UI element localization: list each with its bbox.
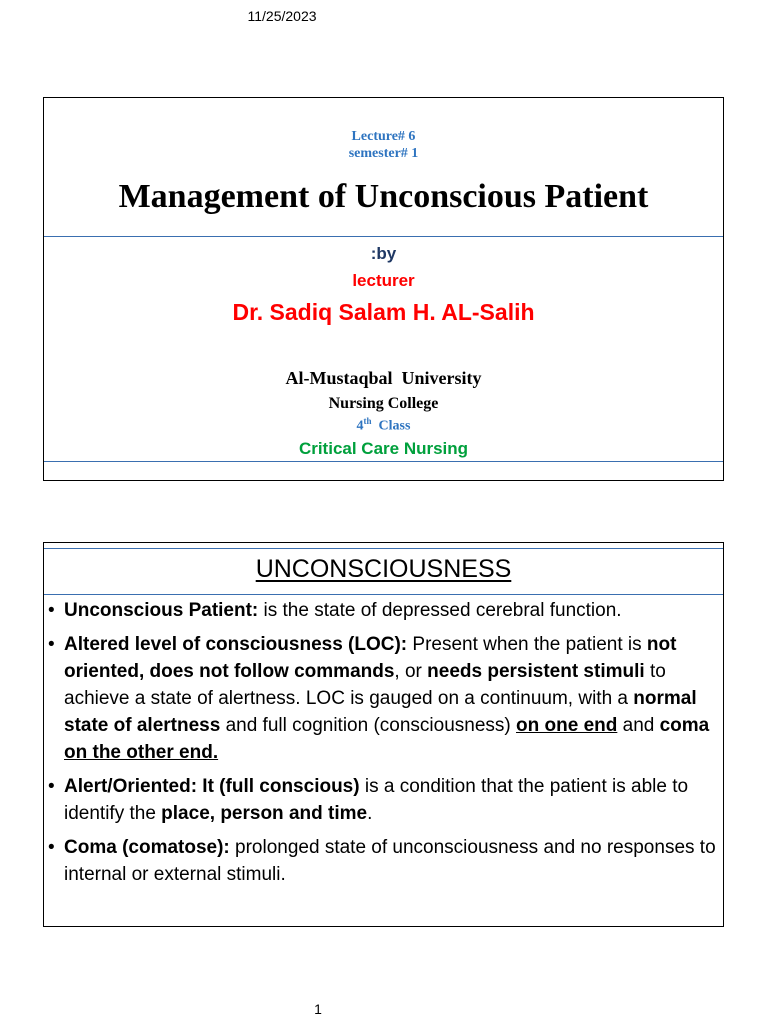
text: , or (394, 661, 428, 682)
text: . (367, 803, 373, 824)
print-date: 11/25/2023 (247, 8, 317, 24)
term: Coma (comatose): (64, 837, 230, 858)
lecture-number: Lecture# 6 (351, 129, 416, 144)
college-name: Nursing College (328, 395, 439, 412)
bullet-list (48, 597, 720, 895)
by-label: :by (370, 244, 397, 263)
term: Alert/Oriented: It (full conscious) (64, 776, 360, 797)
class-ordinal: th (363, 416, 372, 426)
definition: prolonged state of unconsciousness and no responses to internal or external stimuli. (64, 837, 716, 885)
semester-number: semester# 1 (348, 146, 419, 161)
class-number: 4 (356, 418, 364, 434)
page-number: 1 (314, 1001, 322, 1017)
bullet-item (48, 597, 720, 624)
text: and full cognition (consciousness) (220, 715, 517, 736)
course-name: Critical Care Nursing (298, 439, 469, 458)
term: Unconscious Patient: (64, 600, 259, 621)
divider (44, 461, 723, 462)
bullet-item (48, 834, 720, 888)
class-word: Class (378, 418, 411, 434)
text: Present when the patient is (407, 634, 647, 655)
emphasis: not oriented, does not follow commands (64, 634, 677, 682)
emphasis: needs persistent stimuli (427, 661, 645, 682)
emphasis: place, person and time (161, 803, 368, 824)
university-name: Al-Mustaqbal University (285, 368, 482, 388)
lecturer-role: lecturer (352, 271, 415, 290)
lecture-info (44, 128, 723, 162)
emphasis: normal state of alertness (64, 688, 697, 736)
emphasis: coma (659, 715, 710, 736)
underlined-emphasis: on the other end. (64, 742, 219, 763)
bullet-item (48, 631, 720, 766)
bullet-item (48, 773, 720, 827)
term: Altered level of consciousness (LOC): (64, 634, 408, 655)
divider (44, 548, 723, 549)
text: is a condition that the patient is able to identify the (64, 776, 689, 824)
divider (44, 594, 723, 595)
slide-heading: UNCONSCIOUSNESS (255, 555, 512, 583)
class-label (44, 416, 723, 435)
title-slide (43, 97, 724, 481)
content-slide (43, 542, 724, 927)
text: and (617, 715, 660, 736)
underlined-emphasis: on one end (516, 715, 618, 736)
divider (44, 236, 723, 237)
text: to achieve a state of alertness. LOC is gauged on a continuum, with a (64, 661, 666, 709)
lecturer-name: Dr. Sadiq Salam H. AL-Salih (232, 299, 535, 325)
definition: is the state of depressed cerebral function. (258, 600, 622, 621)
slide-title: Management of Unconscious Patient (118, 178, 649, 215)
